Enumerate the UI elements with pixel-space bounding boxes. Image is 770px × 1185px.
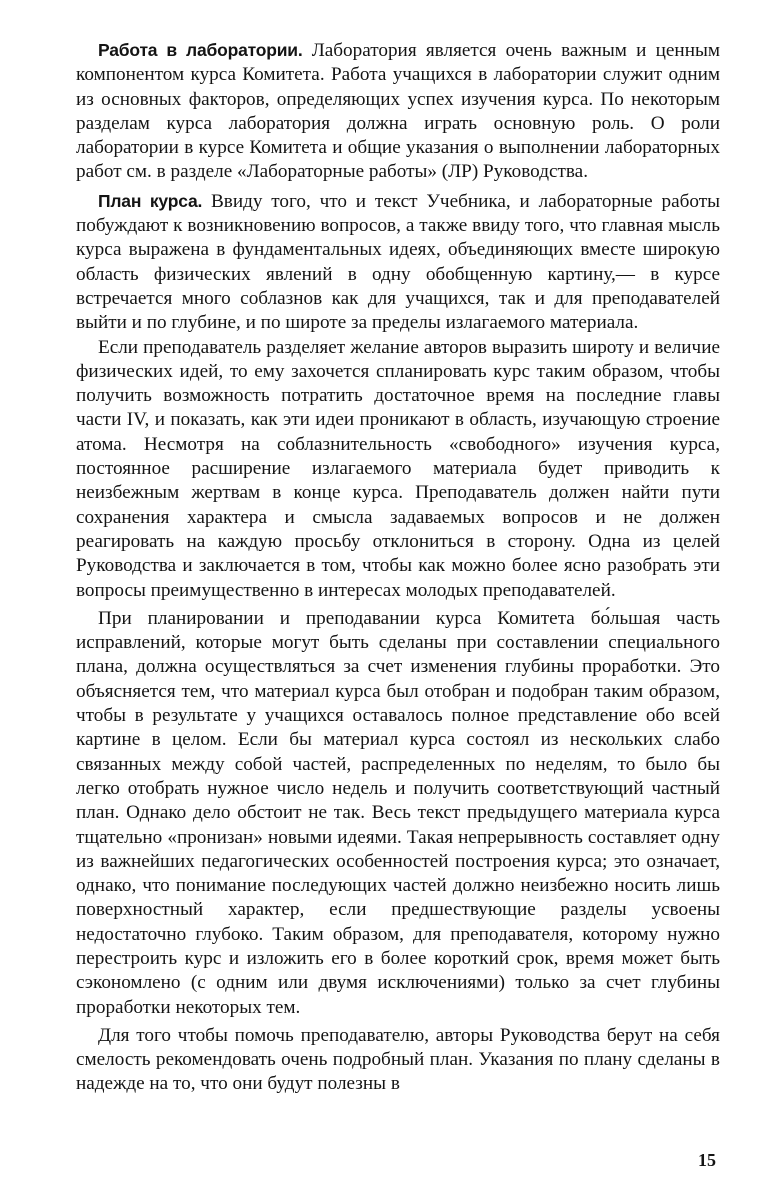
page-body [76,38,720,1097]
page-number: 15 [698,1150,716,1170]
paragraph-depth-of-study: При планировании и преподавании курса Комитета бо́льшая часть исправлений, которые могут быть сделаны при составлении специального плана, должна осуществляться за счет изменения глубины проработки. Это объясняется тем, что материал курса был отобран и подобран таким образом, чтобы в результате у учащихся оставалось полное представление обо всей картине в целом. Если бы материал курса состоял из нескольких слабо связанных между собой частей, распределенных по неделям, то было бы легко отобрать нужное число недель и получить соответствующий частный план. Однако дело обстоит не так. Весь текст предыдущего материала курса тщательно «пронизан» новыми идеями. Такая непрерывность составляет одну из важнейших педагогических особенностей построения курса; это означает, однако, что понимание последующих частей должно неизбежно носить лишь поверхностный характер, если предшествующие разделы усвоены недостаточно глубоко. Таким образом, для преподавателя, которому нужно перестроить курс и изложить его в более короткий срок, время может быть сэкономлено (с одним или двумя исключениями) только за счет глубины проработки некоторых тем. [76,607,720,1018]
paragraph-heading-laboratory-work: Работа в лаборатории. [98,40,303,60]
paragraph-text-course-plan: Ввиду того, что и текст Учебника, и лабораторные работы побуждают к возникновению вопросов, а также ввиду того, что главная мысль курса выражена в фундаментальных идеях, объединяющих вместе широкую область физических явлений в одну обобщенную картину,— в курсе встречается много соблазнов как для учащихся, так и для преподавателей выйти и по глубине, и по широте за пределы излагаемого материала. [76,190,720,334]
paragraph-laboratory-work [76,38,720,185]
paragraph-detailed-plan: Для того чтобы помочь преподавателю, авторы Руководства берут на себя смелость рекомендовать очень подробный план. Указания по плану сделаны в надежде на то, что они будут полезны в [76,1024,720,1095]
paragraph-course-plan [76,189,720,336]
paragraph-heading-course-plan: План курса. [98,190,203,211]
paragraph-text-laboratory-work: Лаборатория является очень важным и ценным компонентом курса Комитета. Работа учащихся в лаборатории служит одним из основных факторов, определяющих успех изучения курса. По некоторым разделам курса лаборатория должна играть основную роль. О роли лаборатории в курсе Комитета и общие указания о выполнении лабораторных работ см. в разделе «Лабораторные работы» (ЛР) Руководства. [76,40,720,183]
paragraph-breadth-of-ideas: Если преподаватель разделяет желание авторов выразить широту и величие физических идей, то ему захочется спланировать курс таким образом, чтобы получить возможность потратить достаточное время на последние главы части IV, и показать, как эти идеи проникают в область, изучающую строение атома. Несмотря на соблазнительность «свободного» изучения курса, постоянное расширение излагаемого материала будет приводить к неизбежным жертвам в конце курса. Преподаватель должен найти пути сохранения характера и смысла задаваемых вопросов и не должен реагировать на каждую просьбу отклониться в сторону. Одна из целей Руководства и заключается в том, чтобы как можно более ясно разобрать эти вопросы преимущественно в интересах молодых преподавателей. [76,336,720,601]
